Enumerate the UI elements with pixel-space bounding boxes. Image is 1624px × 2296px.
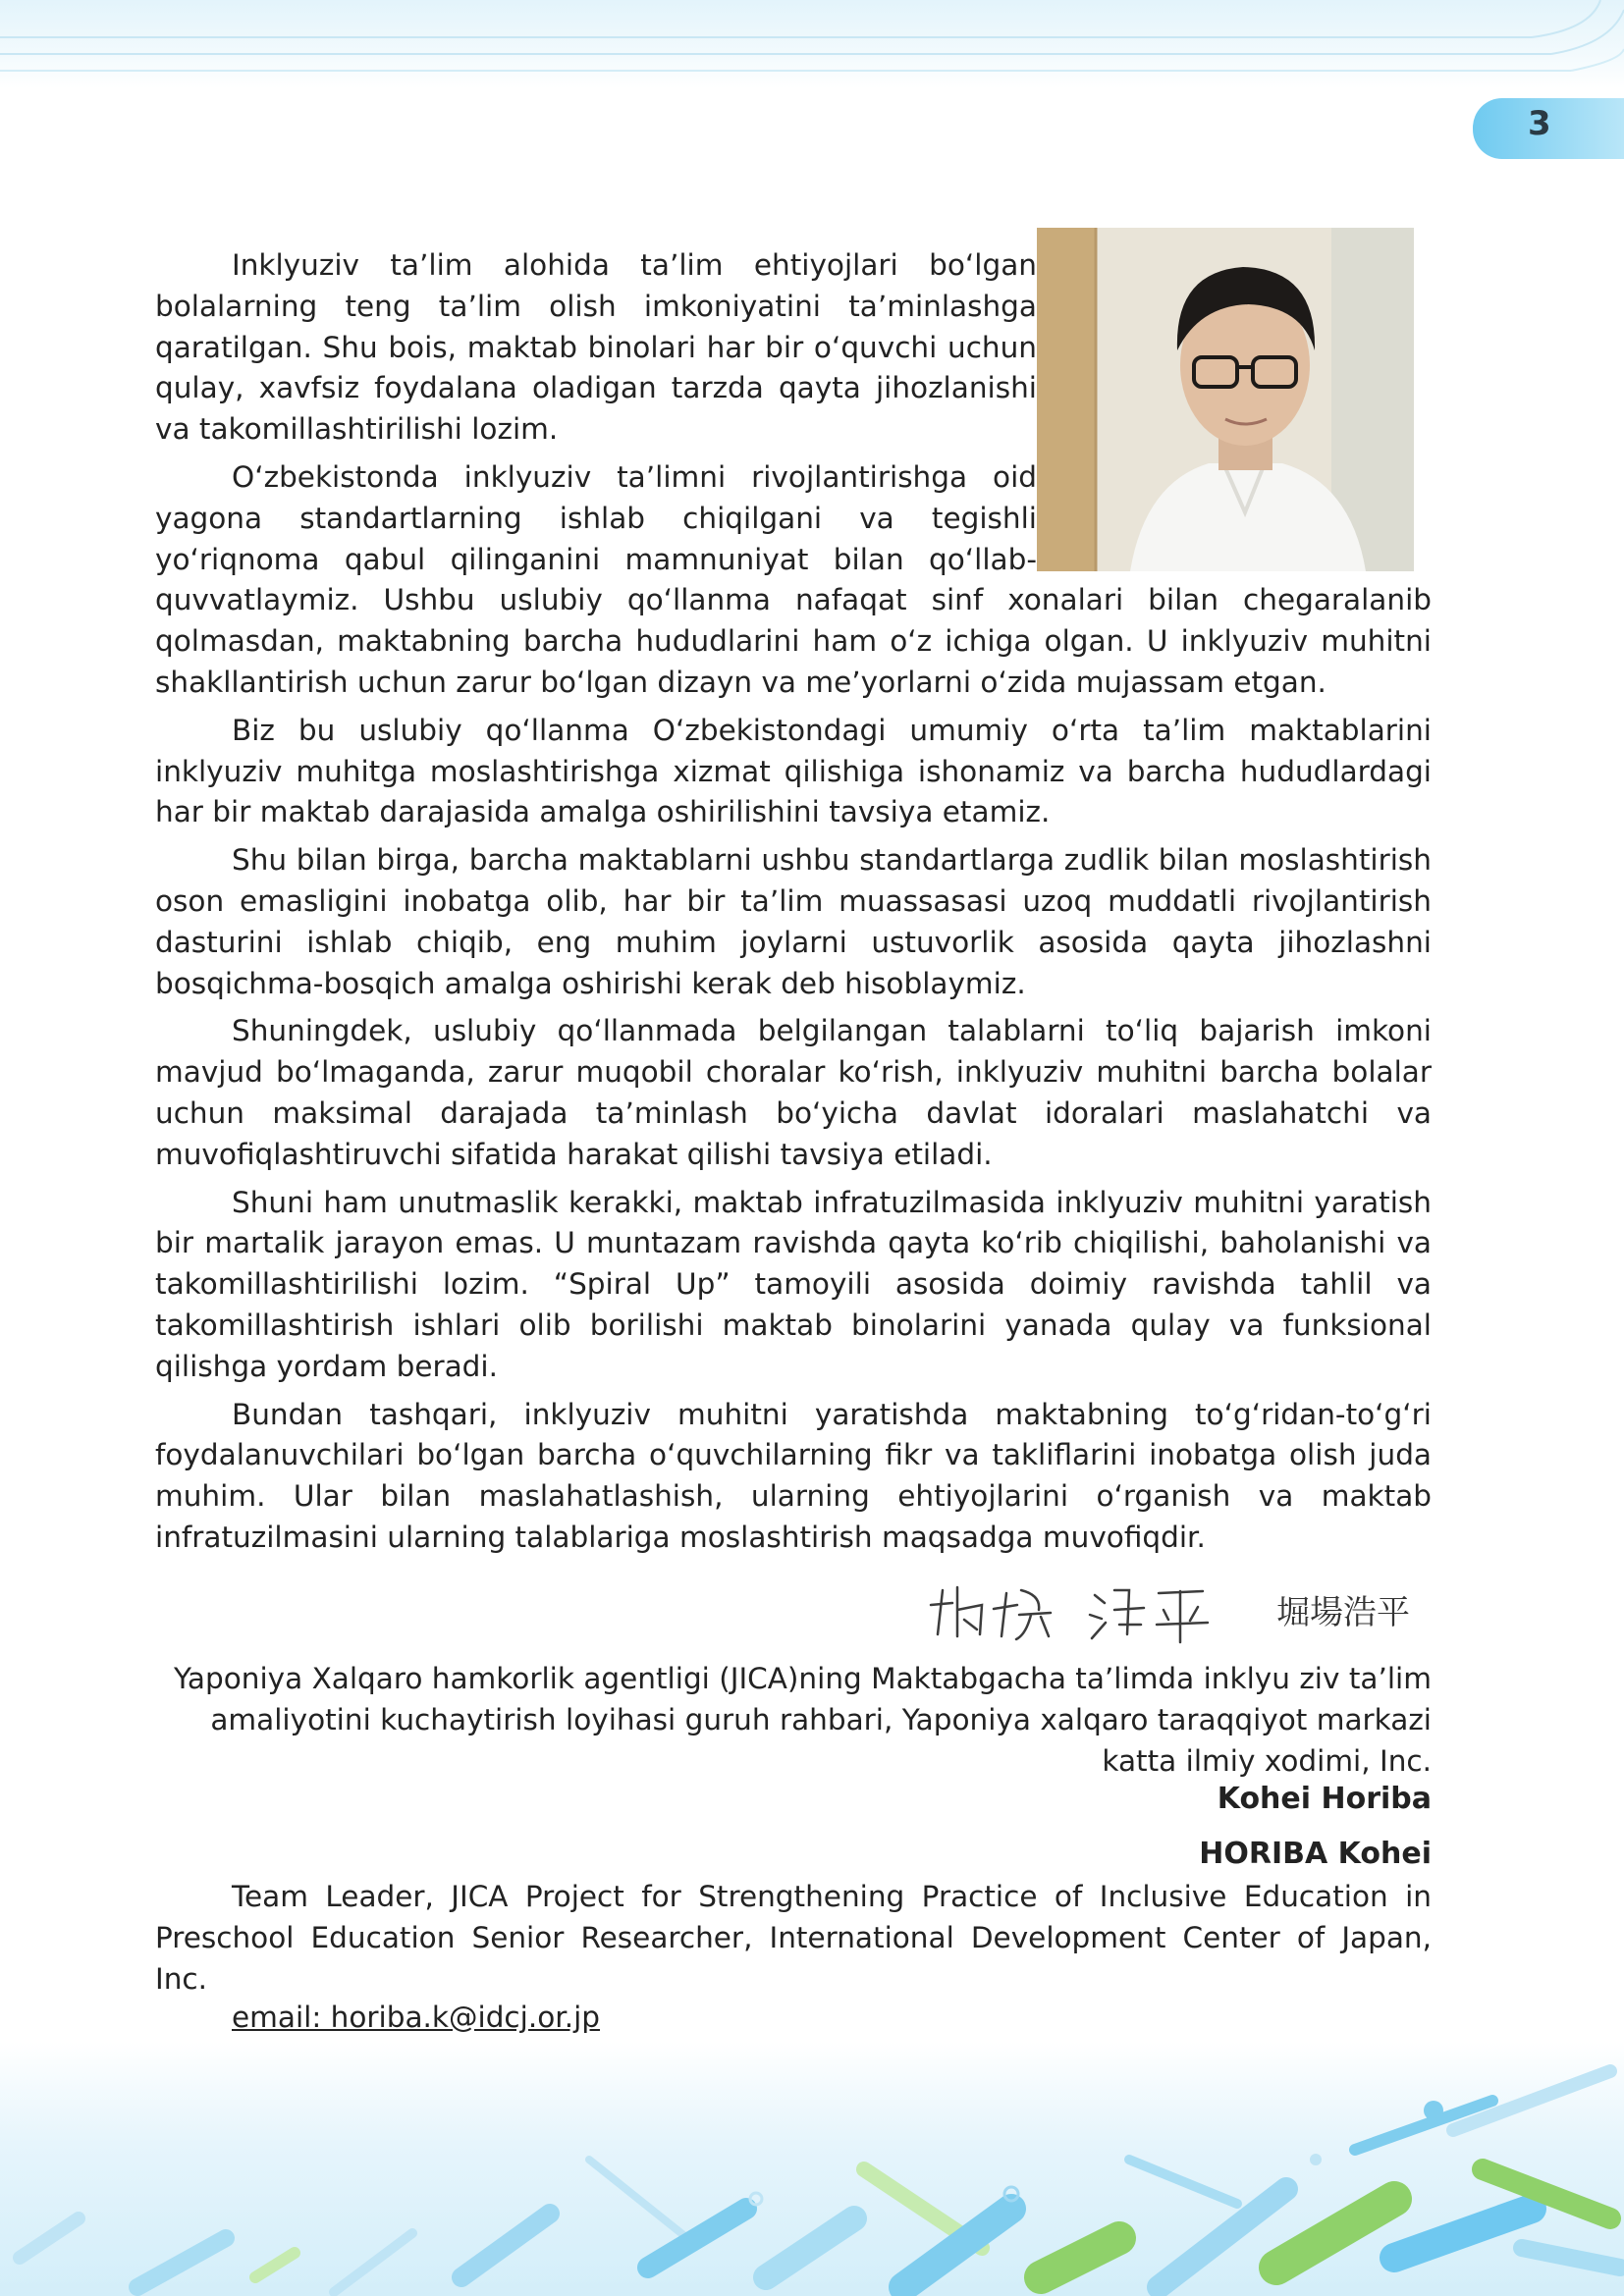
affiliation-english: Team Leader, JICA Project for Strengthening Practice of Inclusive Education in Preschool Education Senior Researcher, International Development Center of Japan, Inc. <box>155 1880 1432 1996</box>
paragraph-3: Biz bu uslubiy qo‘llanma O‘zbekistondagi umumiy o‘rta ta’lim maktablarini inklyuziv muhitga moslashtirishga xizmat qilishiga ishonamiz va barcha hududlardagi har bir maktab darajasida amalga oshirilishini tavsiya etamiz. <box>155 713 1432 829</box>
paragraph-1: Inklyuziv ta’lim alohida ta’lim ehtiyojlari bo‘lgan bolalarning teng ta’lim olish imkoniyatini ta’minlashga qaratilgan. Shu bois, maktab binolari har bir o‘quvchi uchun qulay, xavfsiz foydalana oladigan tarzda qayta jihozlanishi va takomillashtirilishi lozim. <box>155 248 1037 447</box>
author-name-uzbek: Kohei Horiba <box>1217 1782 1432 1816</box>
author-name-english: HORIBA Kohei <box>1199 1837 1432 1871</box>
email-link[interactable]: email: horiba.k@idcj.or.jp <box>232 2001 600 2034</box>
body-text <box>155 245 1432 1566</box>
paragraph-4: Shu bilan birga, barcha maktablarni ushbu standartlarga zudlik bilan moslashtirish oson emasligini inobatga olib, har bir ta’lim muassasasi uzoq muddatli rivojlantirish dasturini ishlab chiqib, eng muhim joylarni ustuvorlik asosida qayta jihozlashni bosqichma-bosqich amalga oshirishi kerak deb hisoblaymiz. <box>155 843 1432 1000</box>
footer-decoration <box>0 2042 1624 2296</box>
photo-spacer <box>1037 245 1432 575</box>
affiliation-uzbek: Yaponiya Xalqaro hamkorlik agentligi (JICA)ning Maktabgacha ta’limda inklyu ziv ta’lim amaliyotini kuchaytirish loyihasi guruh rahbari, Yaponiya xalqaro taraqqiyot markazi katta ilmiy xodimi, Inc. <box>173 1662 1432 1778</box>
paragraph-7: Bundan tashqari, inklyuziv muhitni yaratishda maktabning to‘g‘ridan-to‘g‘ri foydalanuvchilari bo‘lgan barcha o‘quvchilarning fikr va takliflarini inobatga olish juda muhim. Ular bilan maslahatlashish, ularning ehtiyojlarini o‘rganish va maktab infratuzilmasini ularning talablariga moslashtirish maqsadga muvofiqdir. <box>155 1397 1432 1554</box>
header-lines <box>0 0 1624 88</box>
paragraph-6: Shuni ham unutmaslik kerakki, maktab infratuzilmasida inklyuziv muhitni yaratish bir martalik jarayon emas. U muntazam ravishda qayta ko‘rib chiqilishi, baholanishi va takomillashtirilishi lozim. “Spiral Up” tamoyili asosida doimiy ravishda tahlil va takomillashtirish ishlari olib borilishi maktab binolarini yanada qulay va funksional qilishga yordam beradi. <box>155 1185 1432 1383</box>
page-number: 3 <box>1528 104 1551 143</box>
paragraph-2: O‘zbekistonda inklyuziv ta’limni rivojlantirishga oid yagona standartlarning ishlab chiqilgani va tegishli yo‘riqnoma qabul qilinganini mamnuniyat bilan qo‘llab-quvvatlaymiz. Ushbu uslubiy qo‘llanma nafaqat sinf xonalari bilan chegaralanib qolmasdan, maktabning barcha hududlarini ham o‘z ichiga olgan. U inklyuziv muhitni shakllantirish uchun zarur bo‘lgan dizayn va me’yorlarni o‘zida mujassam etgan. <box>155 459 1432 699</box>
paragraph-5: Shuningdek, uslubiy qo‘llanmada belgilangan talablarni to‘liq bajarish imkoni mavjud bo‘lmaganda, zarur muqobil choralar ko‘rish, inklyuziv muhitni barcha bolalar uchun maksimal darajada ta’minlash bo‘yicha davlat idoralari maslahatchi va muvofiqlashtiruvchi sifatida harakat qilishi tavsiya etiladi. <box>155 1014 1432 1171</box>
printed-signature: 堀場浩平 <box>1276 1593 1410 1632</box>
